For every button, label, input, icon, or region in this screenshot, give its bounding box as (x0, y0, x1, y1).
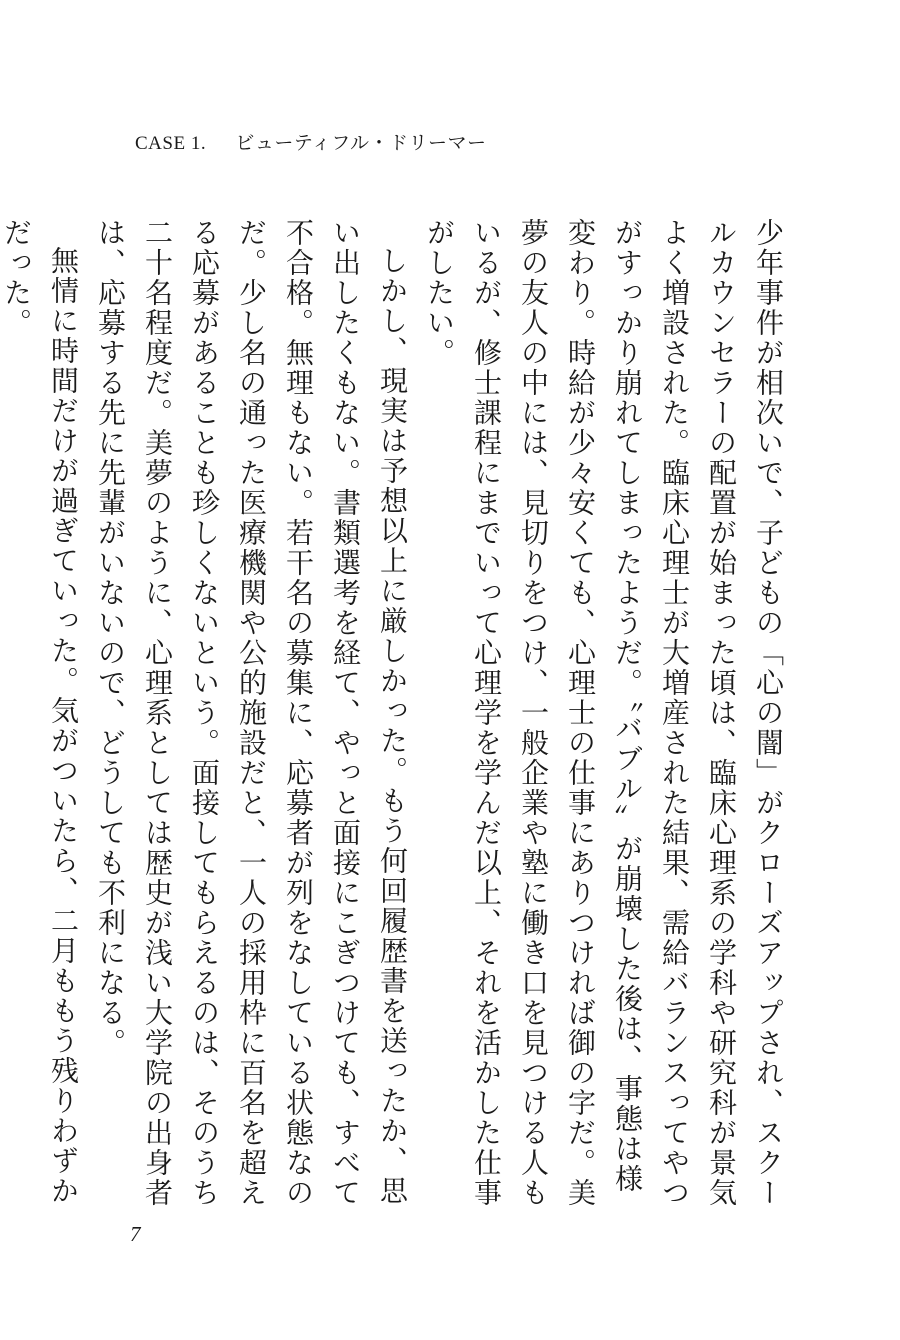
paragraph-1: 少年事件が相次いで、子どもの「心の闇」がクローズアップされ、スクールカウンセラーの配置が始まった頃は、臨床心理系の学科や研究科が景気よく増設された。臨床心理士が大増産された結果、需給バランスってやつがすっかり崩れてしまったようだ。〝バブル〟が崩壊した後は、事態は様変わり。時給が少々安くても、心理士の仕事にありつければ御の字だ。美夢の友人の中には、見切りをつけ、一般企業や塾に働き口を見つける人もいるが、修士課程にまでいって心理学を学んだ以上、それを活かした仕事がしたい。 (423, 218, 785, 1208)
page-number: 7 (130, 1222, 141, 1246)
chapter-title: ビューティフル・ドリーマー (235, 133, 487, 154)
case-label: CASE 1. (135, 133, 207, 154)
paragraph-2: しかし、現実は予想以上に厳しかった。もう何回履歴書を送ったか、思い出したくもない。書類選考を経て、やっと面接にこぎつけても、すべて不合格。無理もない。若干名の募集に、応募者が列をなしている状態なのだ。少し名の通った医療機関や公的施設だと、一人の採用枠に百名を超える応募があることも珍しくないという。面接してもらえるのは、そのうち二十名程度だ。美夢のように、心理系としては歴史が浅い大学院の出身者は、応募する先に先輩がいないので、どうしても不利になる。 (94, 218, 409, 1208)
running-header (135, 128, 487, 155)
body-text (0, 218, 792, 1218)
paragraph-3: 無情に時間だけが過ぎていった。気がついたら、二月ももう残りわずかだった。 (0, 218, 80, 1206)
